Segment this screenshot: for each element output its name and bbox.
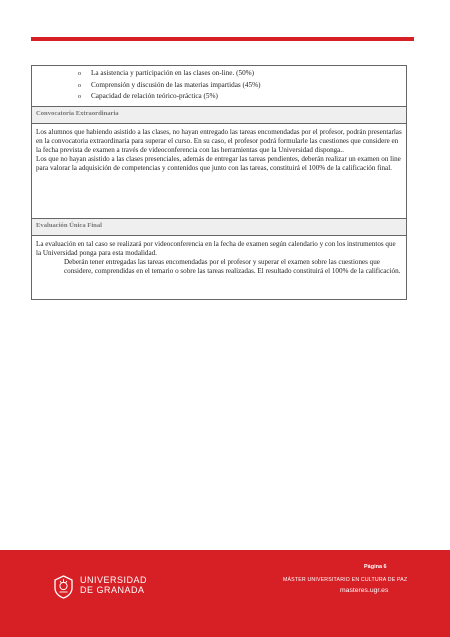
university-logo-text: UNIVERSIDAD DE GRANADA xyxy=(80,575,148,595)
section-body-extraordinaria xyxy=(32,124,406,219)
paragraph: Los que no hayan asistido a las clases presenciales, además de entregar las tareas pendientes, deberán realizar un examen on line para valorar la adquisición de competencias y contenidos que junto con las tareas, constituirá el 100% de la calificación final. xyxy=(36,155,401,173)
list-item: o La asistencia y participación en las clases on-line. (50%) xyxy=(78,68,406,80)
website-link[interactable]: masteres.ugr.es xyxy=(340,587,389,594)
section-heading-extraordinaria: Convocatoria Extraordinaria xyxy=(32,107,406,124)
program-name: MÁSTER UNIVERSITARIO EN CULTURA DE PAZ xyxy=(283,577,408,583)
paragraph: Deberán tener entregadas las tareas encomendadas por el profesor y superar el examen sobre las cuestiones que considere, comprendidas en el temario o sobre las tareas realizadas. El resultado constituirá el 100% de la calificación. xyxy=(64,257,401,276)
section-heading-unica-final: Evaluación Única Final xyxy=(32,219,406,236)
university-seal-icon xyxy=(53,575,74,599)
list-item: o Comprensión y discusión de las materias impartidas (45%) xyxy=(78,80,406,92)
bullet-marker: o xyxy=(78,71,81,77)
evaluation-criteria-list xyxy=(32,66,406,107)
top-accent-bar xyxy=(31,37,414,41)
page-number: Página 6 xyxy=(364,564,387,570)
section-body-unica-final xyxy=(32,236,406,299)
paragraph: La evaluación en tal caso se realizará por videoconferencia en la fecha de examen según calendario y con los instrumentos que la Universidad ponga para esta modalidad. xyxy=(36,239,396,257)
list-item: o Capacidad de relación teórico-práctica (5%) xyxy=(78,91,406,103)
paragraph: Los alumnos que habiendo asistido a las clases, no hayan entregado las tareas encomendadas por el profesor, podrán presentarlas en la convocatoria extraordinaria para superar el curso. En su caso, el profesor podrá formularle las cuestiones que considere en la fecha prevista de examen a través de videoconferencia con las herramientas que la Universidad disponga.. xyxy=(36,127,402,154)
bullet-marker: o xyxy=(78,82,81,89)
evaluation-table xyxy=(31,65,407,300)
bullet-marker: o xyxy=(78,94,81,100)
